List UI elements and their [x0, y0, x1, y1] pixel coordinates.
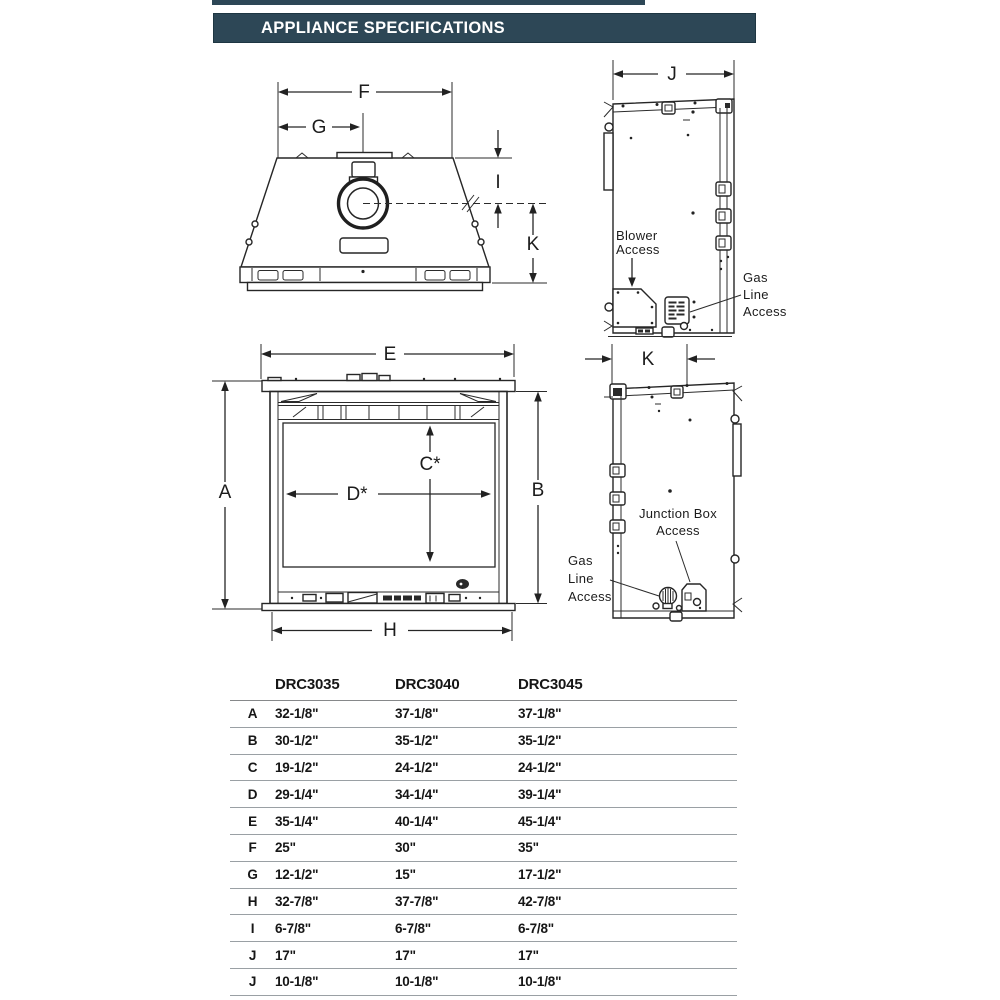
cell: 17": [518, 947, 539, 963]
dim-label-k-side: K: [641, 349, 655, 370]
table-row: [230, 862, 737, 889]
cell: 40-1/4": [395, 813, 439, 829]
gas-line-access-label: Gas: [743, 270, 768, 285]
column-header: DRC3035: [275, 676, 340, 693]
cell: 35-1/4": [275, 813, 319, 829]
row-label: I: [250, 920, 255, 936]
dim-label-c: C*: [419, 454, 441, 475]
row-label: J: [248, 974, 257, 990]
cell: 32-7/8": [275, 893, 319, 909]
dim-label-h: H: [383, 620, 397, 641]
row-label: G: [247, 867, 258, 883]
table-row: [230, 808, 737, 835]
column-header: DRC3040: [395, 676, 460, 693]
flue-damper: [352, 162, 375, 177]
side-body: [613, 383, 734, 618]
side-view-k-diagram: [568, 344, 742, 621]
cell: 34-1/4": [395, 786, 439, 802]
glass-opening: [283, 423, 495, 567]
junction-box-access-label: Access: [656, 523, 700, 538]
dim-label-i: I: [495, 172, 501, 193]
table-row: [230, 755, 737, 782]
blower-access-label: Blower: [616, 228, 658, 243]
dim-label-d: D*: [346, 484, 368, 505]
cell: 6-7/8": [275, 920, 311, 936]
spec-table: [230, 669, 737, 996]
table-row: [230, 835, 737, 862]
row-label: B: [247, 733, 258, 749]
table-row: [230, 915, 737, 942]
cell: 19-1/2": [275, 759, 319, 775]
top-flange: [262, 381, 515, 392]
cell: 37-7/8": [395, 893, 439, 909]
column-header: DRC3045: [518, 676, 583, 693]
table-row: [230, 889, 737, 916]
cell: 29-1/4": [275, 786, 319, 802]
row-label: D: [247, 786, 258, 802]
table-row: [230, 969, 737, 996]
dim-label-e: E: [383, 344, 397, 365]
cell: 15": [395, 867, 416, 883]
cell: 32-1/8": [275, 706, 319, 722]
dim-label-f: F: [358, 82, 370, 103]
cell: 39-1/4": [518, 786, 562, 802]
gas-line-access-label: Line: [743, 287, 769, 302]
cell: 37-1/8": [395, 706, 439, 722]
cell: 24-1/2": [518, 759, 562, 775]
gas-line-access-label: Access: [568, 589, 612, 604]
dim-label-k-top: K: [526, 234, 540, 255]
row-label: C: [247, 759, 258, 775]
dim-label-j: J: [667, 64, 677, 85]
cell: 12-1/2": [275, 867, 319, 883]
cell: 24-1/2": [395, 759, 439, 775]
side-view-j-diagram: [604, 60, 787, 337]
rating-plate: [340, 238, 388, 253]
top-view-diagram: [240, 82, 547, 291]
dim-label-a: A: [218, 482, 232, 503]
table-header-row: [230, 669, 737, 701]
cell: 10-1/8": [518, 974, 562, 990]
row-label: F: [248, 840, 257, 856]
blower-access-label: Access: [616, 242, 660, 257]
cell: 10-1/8": [395, 974, 439, 990]
dim-label-g: G: [311, 117, 327, 138]
row-label: H: [247, 893, 258, 909]
gas-line-access-label: Gas: [568, 553, 593, 568]
page-title: APPLIANCE SPECIFICATIONS: [261, 18, 505, 37]
gas-line-access-label: Line: [568, 571, 594, 586]
cell: 25": [275, 840, 296, 856]
row-label: E: [248, 813, 257, 829]
bottom-flange: [262, 604, 515, 611]
cell: 37-1/8": [518, 706, 562, 722]
row-label: A: [247, 706, 258, 722]
gas-line-access-label: Access: [743, 304, 787, 319]
cell: 35-1/2": [395, 733, 439, 749]
cell: 6-7/8": [395, 920, 431, 936]
cell: 17": [275, 947, 296, 963]
cell: 17": [395, 947, 416, 963]
table-row: [230, 728, 737, 755]
cell: 42-7/8": [518, 893, 562, 909]
front-view-diagram: [212, 344, 547, 641]
flue-top-plate: [337, 153, 392, 159]
table-row: [230, 942, 737, 969]
cell: 35-1/2": [518, 733, 562, 749]
cell: 17-1/2": [518, 867, 562, 883]
junction-box: [682, 584, 706, 611]
table-row: [230, 701, 737, 728]
dim-label-b: B: [531, 480, 545, 501]
cell: 30": [395, 840, 416, 856]
cell: 30-1/2": [275, 733, 319, 749]
cell: 45-1/4": [518, 813, 562, 829]
cell: 10-1/8": [275, 974, 319, 990]
brand-logo: [456, 579, 469, 589]
cell: 35": [518, 840, 539, 856]
cell: 6-7/8": [518, 920, 554, 936]
row-label: J: [248, 947, 257, 963]
junction-box-access-label: Junction Box: [638, 506, 718, 521]
table-row: [230, 781, 737, 808]
